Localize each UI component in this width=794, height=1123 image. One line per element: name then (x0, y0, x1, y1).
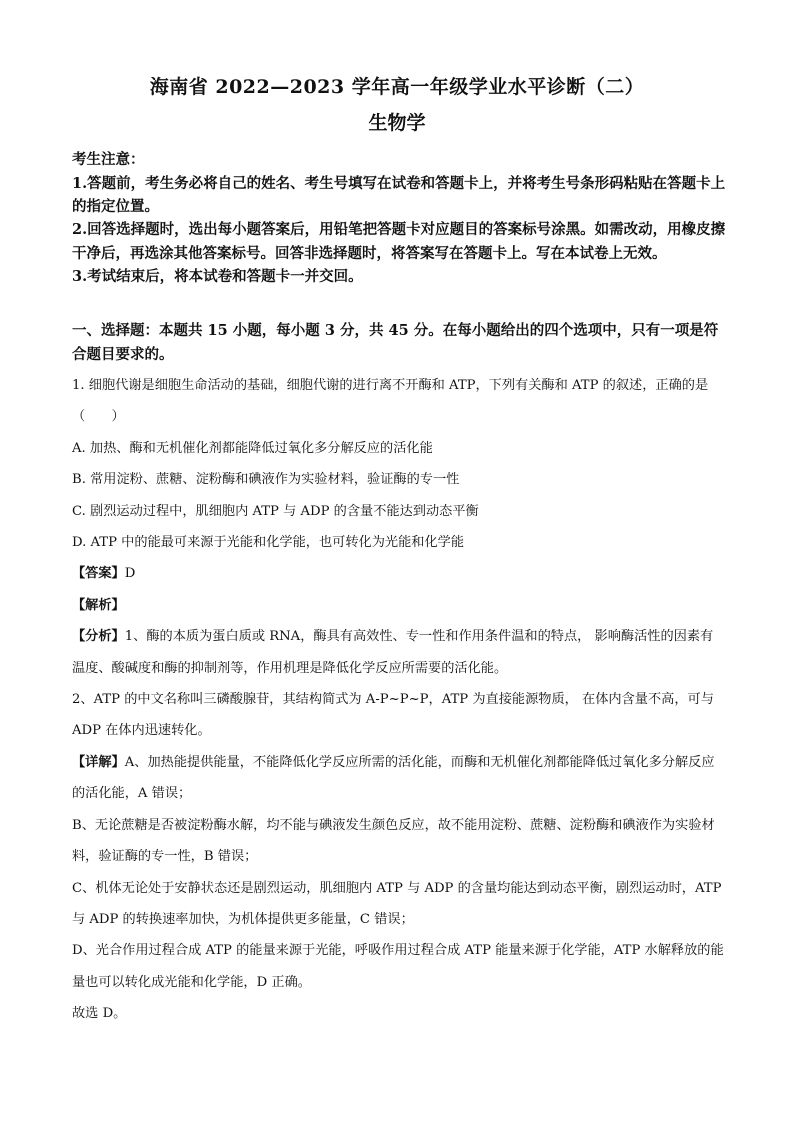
detail-text-a: A、加热能提供能量，不能降低化学反应所需的活化能，而酶和无机催化剂都能降低过氧化多分解反应的活化能，A 错误； (72, 754, 715, 802)
notice-heading: 考生注意： (72, 151, 145, 168)
notice-item: 2.回答选择题时，选出每小题答案后，用铅笔把答题卡对应题目的答案标号涂黑。如需改动，用橡皮擦干净后，再选涂其他答案标号。回答非选择题时，将答案写在答题卡上。写在本试卷上无效。 (72, 221, 726, 262)
question-stem: 1. 细胞代谢是细胞生命活动的基础，细胞代谢的进行离不开酶和 ATP，下列有关酶和 ATP 的叙述，正确的是（ ） (72, 378, 709, 425)
detail-paragraph-d: D、光合作用过程合成 ATP 的能量来源于光能，呼吸作用过程合成 ATP 能量来源于化学能，ATP 水解释放的能量也可以转化成光能和化学能，D 正确。 (72, 943, 724, 990)
notice-item: 3.考试结束后，将本试卷和答题卡一并交回。 (72, 267, 363, 285)
detail-paragraph-b: B、无论蔗糖是否被淀粉酶水解，均不能与碘液发生颜色反应，故不能用淀粉、蔗糖、淀粉酶和碘液作为实验材料，验证酶的专一性，B 错误； (72, 817, 715, 865)
option-a: A. 加热、酶和无机催化剂都能降低过氧化多分解反应的活化能 (72, 440, 433, 456)
detail-paragraph-a (72, 747, 726, 810)
fenxi-label: 【分析】 (72, 629, 125, 645)
question-1 (72, 370, 726, 1030)
fenxi-text-1: 1、酶的本质为蛋白质或 RNA，酶具有高效性、专一性和作用条件温和的特点， 影响酶活性的因素有温度、酸碱度和酶的抑制剂等，作用机理是降低化学反应所需要的活化能。 (72, 629, 714, 676)
answer-value: D (124, 566, 136, 582)
option-c: C. 剧烈运动过程中，肌细胞内 ATP 与 ADP 的含量不能达到动态平衡 (72, 503, 479, 519)
section-heading-text: 一、选择题：本题共 15 小题，每小题 3 分，共 45 分。在每小题给出的四个选项中，只有一项是符合题目要求的。 (72, 322, 719, 363)
answer-line (72, 558, 726, 589)
section-heading (72, 319, 726, 366)
fenxi-paragraph-2: 2、ATP 的中文名称叫三磷酸腺苷，其结构简式为 A-P~P~P，ATP 为直接能源物质， 在体内含量不高，可与 ADP 在体内迅速转化。 (72, 692, 714, 739)
subject-title: 生物学 (368, 112, 426, 134)
detail-label: 【详解】 (72, 754, 125, 770)
notice-list (72, 172, 726, 288)
fenxi-paragraph-1 (72, 621, 726, 684)
notice-item: 1.答题前，考生务必将自己的姓名、考生号填写在试卷和答题卡上，并将考生号条形码粘贴在答题卡上的指定位置。 (72, 175, 726, 216)
analysis-label: 【解析】 (72, 597, 125, 613)
page-title: 海南省 2022—2023 学年高一年级学业水平诊断（二） (149, 76, 645, 98)
analysis-line (72, 590, 726, 621)
option-b: B. 常用淀粉、蔗糖、淀粉酶和碘液作为实验材料，验证酶的专一性 (72, 472, 460, 488)
option-d: D. ATP 中的能最可来源于光能和化学能，也可转化为光能和化学能 (72, 535, 465, 551)
answer-label: 【答案】 (72, 566, 125, 582)
detail-paragraph-c: C、机体无论处于安静状态还是剧烈运动，肌细胞内 ATP 与 ADP 的含量均能达到动态平衡，剧烈运动时，ATP 与 ADP 的转换速率加快，为机体提供更多能量，C 错误； (72, 880, 722, 927)
conclusion: 故选 D。 (72, 1006, 127, 1022)
